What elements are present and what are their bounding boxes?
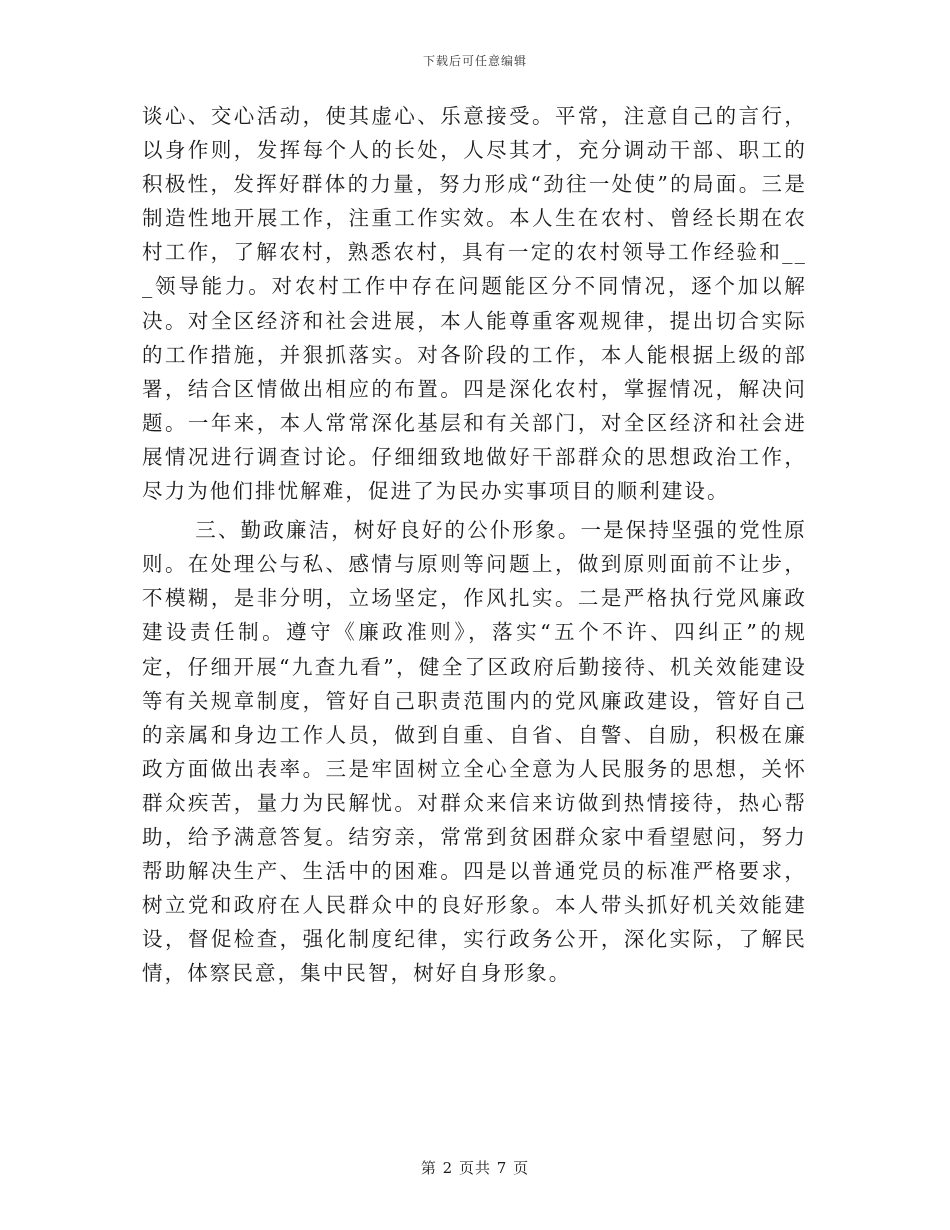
page-number-indicator: 第 2 页共 7 页 (420, 1159, 530, 1177)
body-paragraph-section-three: 三、勤政廉洁，树好良好的公仆形象。一是保持坚强的党性原则。在处理公与私、感情与原则等问题上，做到原则面前不让步，不模糊，是非分明，立场坚定，作风扎实。二是严格执行党风廉政建设责任制。遵守《廉政准则》，落实“五个不许、四纠正”的规定，仔细开展“九查九看”，健全了区政府后勤接待、机关效能建设等有关规章制度，管好自己职责范围内的党风廉政建设，管好自己的亲属和身边工作人员，做到自重、自省、自警、自励，积极在廉政方面做出表率。三是牢固树立全心全意为人民服务的思想，关怀群众疾苦，量力为民解忧。对群众来信来访做到热情接待，热心帮助，给予满意答复。结穷亲，常常到贫困群众家中看望慰问，努力帮助解决生产、生活中的困难。四是以普通党员的标准严格要求，树立党和政府在人民群众中的良好形象。本人带头抓好机关效能建设，督促检查，强化制度纪律，实行政务公开，深化实际，了解民情，体察民意，集中民智，树好自身形象。 (142, 518, 807, 986)
body-paragraph-continued: 谈心、交心活动，使其虚心、乐意接受。平常，注意自己的言行，以身作则，发挥每个人的长处，人尽其才，充分调动干部、职工的积极性，发挥好群体的力量，努力形成“劲往一处使”的局面。三是制造性地开展工作，注重工作实效。本人生在农村、曾经长期在农村工作，了解农村，熟悉农村，具有一定的农村领导工作经验和___领导能力。对农村工作中存在问题能区分不同情况，逐个加以解决。对全区经济和社会进展，本人能尊重客观规律，提出切合实际的工作措施，并狠抓落实。对各阶段的工作，本人能根据上级的部署，结合区情做出相应的布置。四是深化农村，掌握情况，解决问题。一年来，本人常常深化基层和有关部门，对全区经济和社会进展情况进行调查讨论。仔细细致地做好干部群众的思想政治工作，尽力为他们排忧解难，促进了为民办实事项目的顺利建设。 (142, 104, 807, 504)
page-header-note: 下载后可任意编辑 (422, 54, 527, 68)
document-body (142, 99, 807, 990)
